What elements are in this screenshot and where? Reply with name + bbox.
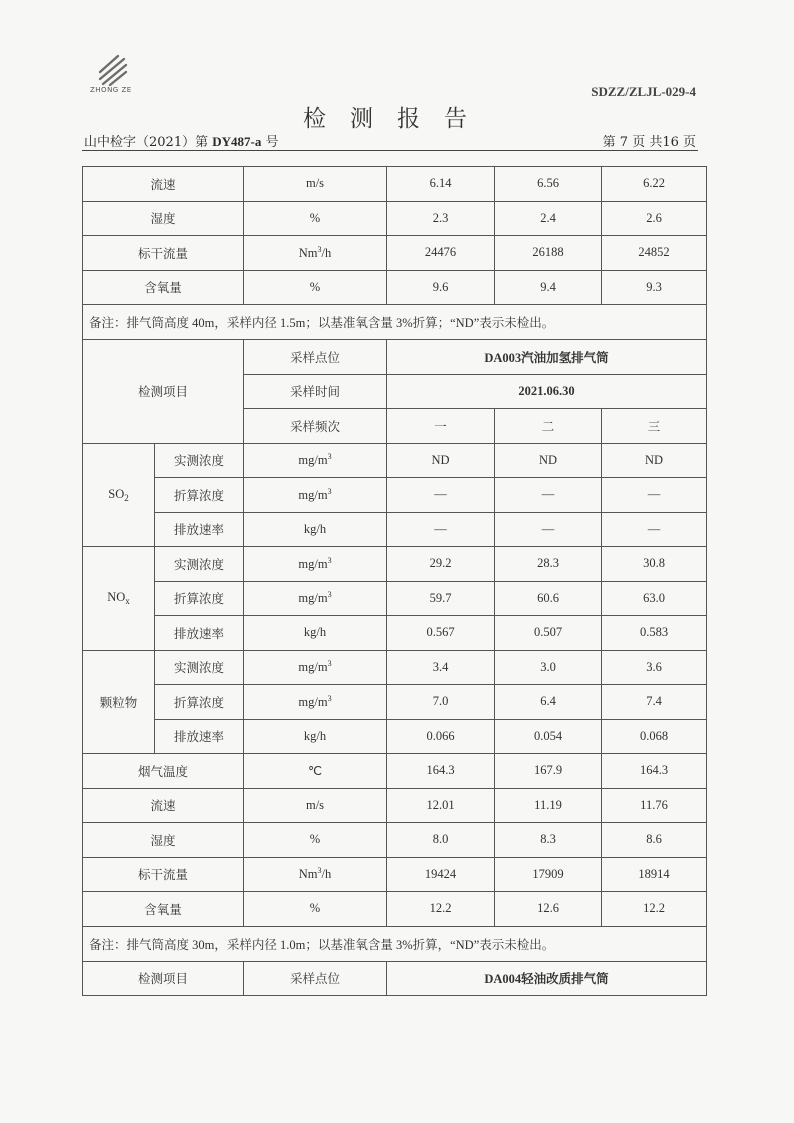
metric-cell: 实测浓度 (155, 650, 244, 685)
frequency-cell: 一 (387, 409, 495, 444)
unit-cell: $mg/m^3$ (244, 650, 387, 685)
table-row (83, 547, 707, 582)
unit-cell: m/s (244, 788, 387, 823)
table-row (83, 340, 707, 375)
value-cell: 8.6 (602, 823, 707, 858)
value-cell: 17909 (495, 857, 602, 892)
unit-cell: % (244, 270, 387, 305)
sampling-time-value: 2021.06.30 (387, 374, 707, 409)
frequency-cell: 三 (602, 409, 707, 444)
unit-cell: Nm$^3$/h (244, 857, 387, 892)
table-row (83, 650, 707, 685)
sampling-point-value: DA003汽油加氢排气筒 (387, 340, 707, 375)
metric-cell: 排放速率 (155, 512, 244, 547)
value-cell: — (387, 478, 495, 513)
pollutant-cell: $SO_2$ (83, 443, 155, 547)
table-row (83, 581, 707, 616)
value-cell: 0.567 (387, 616, 495, 651)
table-row (83, 857, 707, 892)
logo-text: ZHONG ZE (90, 86, 132, 94)
value-cell: 6.14 (387, 167, 495, 202)
item-cell: 含氧量 (83, 270, 244, 305)
value-cell: 18914 (602, 857, 707, 892)
value-cell: 7.4 (602, 685, 707, 720)
value-cell: — (602, 478, 707, 513)
document-code: SDZZ/ZLJL-029-4 (591, 84, 696, 99)
value-cell: 164.3 (602, 754, 707, 789)
note-row (83, 305, 707, 340)
sampling-point-value: DA004轻油改质排气筒 (387, 961, 707, 996)
unit-cell: % (244, 201, 387, 236)
sampling-point-label: 采样点位 (244, 961, 387, 996)
value-cell: 8.3 (495, 823, 602, 858)
value-cell: 6.4 (495, 685, 602, 720)
unit-cell: % (244, 892, 387, 927)
value-cell: — (387, 512, 495, 547)
unit-cell: $mg/m^3$ (244, 547, 387, 582)
value-cell: ND (495, 443, 602, 478)
table-row (83, 236, 707, 271)
value-cell: 6.56 (495, 167, 602, 202)
item-cell: 湿度 (83, 201, 244, 236)
sampling-point-label: 采样点位 (244, 340, 387, 375)
value-cell: 0.066 (387, 719, 495, 754)
unit-cell: $mg/m^3$ (244, 443, 387, 478)
table-row (83, 167, 707, 202)
value-cell: 6.22 (602, 167, 707, 202)
metric-cell: 折算浓度 (155, 581, 244, 616)
item-cell: 标干流量 (83, 857, 244, 892)
value-cell: 30.8 (602, 547, 707, 582)
item-header-cell: 检测项目 (83, 961, 244, 996)
page-number: 第 7 页 共16 页 (602, 135, 696, 150)
table-row (83, 719, 707, 754)
value-cell: 59.7 (387, 581, 495, 616)
table-row (83, 892, 707, 927)
value-cell: 9.3 (602, 270, 707, 305)
value-cell: 28.3 (495, 547, 602, 582)
metric-cell: 排放速率 (155, 616, 244, 651)
unit-cell: $mg/m^3$ (244, 478, 387, 513)
value-cell: 11.19 (495, 788, 602, 823)
unit-cell: ℃ (244, 754, 387, 789)
unit-cell: $mg/m^3$ (244, 581, 387, 616)
value-cell: 60.6 (495, 581, 602, 616)
value-cell: 7.0 (387, 685, 495, 720)
table-row (83, 512, 707, 547)
test-report-table (82, 166, 707, 996)
unit-cell: m/s (244, 167, 387, 202)
value-cell: 0.583 (602, 616, 707, 651)
table-row (83, 788, 707, 823)
unit-cell: Nm$^3$/h (244, 236, 387, 271)
pollutant-cell: 颗粒物 (83, 650, 155, 754)
value-cell: 63.0 (602, 581, 707, 616)
report-number: 山中检字（2021）第 DY487-a 号 (84, 134, 279, 150)
table-row (83, 685, 707, 720)
table-row (83, 961, 707, 996)
metric-cell: 排放速率 (155, 719, 244, 754)
value-cell: 9.4 (495, 270, 602, 305)
value-cell: — (495, 478, 602, 513)
unit-cell: $mg/m^3$ (244, 685, 387, 720)
value-cell: 12.01 (387, 788, 495, 823)
value-cell: 3.6 (602, 650, 707, 685)
value-cell: 3.4 (387, 650, 495, 685)
value-cell: 8.0 (387, 823, 495, 858)
table-row (83, 201, 707, 236)
value-cell: 26188 (495, 236, 602, 271)
item-cell: 湿度 (83, 823, 244, 858)
page-title: 检测报告 (303, 106, 491, 132)
value-cell: 29.2 (387, 547, 495, 582)
table-row (83, 478, 707, 513)
pollutant-cell: $NO_x$ (83, 547, 155, 651)
sampling-time-label: 采样时间 (244, 374, 387, 409)
value-cell: 164.3 (387, 754, 495, 789)
value-cell: 2.4 (495, 201, 602, 236)
value-cell: 24476 (387, 236, 495, 271)
table-row (83, 443, 707, 478)
item-cell: 含氧量 (83, 892, 244, 927)
value-cell: 3.0 (495, 650, 602, 685)
note-cell: 备注：排气筒高度 30m，采样内径 1.0m；以基准氧含量 3%折算，“ND”表示未检出。 (83, 926, 707, 961)
value-cell: — (602, 512, 707, 547)
sampling-frequency-label: 采样频次 (244, 409, 387, 444)
metric-cell: 折算浓度 (155, 685, 244, 720)
frequency-cell: 二 (495, 409, 602, 444)
table-row (83, 270, 707, 305)
metric-cell: 折算浓度 (155, 478, 244, 513)
table-row (83, 754, 707, 789)
value-cell: — (495, 512, 602, 547)
unit-cell: kg/h (244, 616, 387, 651)
value-cell: 9.6 (387, 270, 495, 305)
unit-cell: kg/h (244, 512, 387, 547)
report-reference-row (82, 130, 698, 151)
value-cell: 0.507 (495, 616, 602, 651)
value-cell: 0.054 (495, 719, 602, 754)
value-cell: 2.3 (387, 201, 495, 236)
value-cell: 12.2 (387, 892, 495, 927)
item-header-cell: 检测项目 (83, 340, 244, 444)
note-cell: 备注：排气筒高度 40m，采样内径 1.5m；以基准氧含量 3%折算；“ND”表示未检出。 (83, 305, 707, 340)
value-cell: 167.9 (495, 754, 602, 789)
value-cell: ND (387, 443, 495, 478)
unit-cell: % (244, 823, 387, 858)
metric-cell: 实测浓度 (155, 443, 244, 478)
value-cell: ND (602, 443, 707, 478)
item-cell: 流速 (83, 167, 244, 202)
value-cell: 12.6 (495, 892, 602, 927)
note-row (83, 926, 707, 961)
value-cell: 2.6 (602, 201, 707, 236)
unit-cell: kg/h (244, 719, 387, 754)
item-cell: 标干流量 (83, 236, 244, 271)
value-cell: 12.2 (602, 892, 707, 927)
item-cell: 烟气温度 (83, 754, 244, 789)
value-cell: 24852 (602, 236, 707, 271)
value-cell: 19424 (387, 857, 495, 892)
value-cell: 11.76 (602, 788, 707, 823)
table-row (83, 616, 707, 651)
table-row (83, 823, 707, 858)
item-cell: 流速 (83, 788, 244, 823)
metric-cell: 实测浓度 (155, 547, 244, 582)
value-cell: 0.068 (602, 719, 707, 754)
